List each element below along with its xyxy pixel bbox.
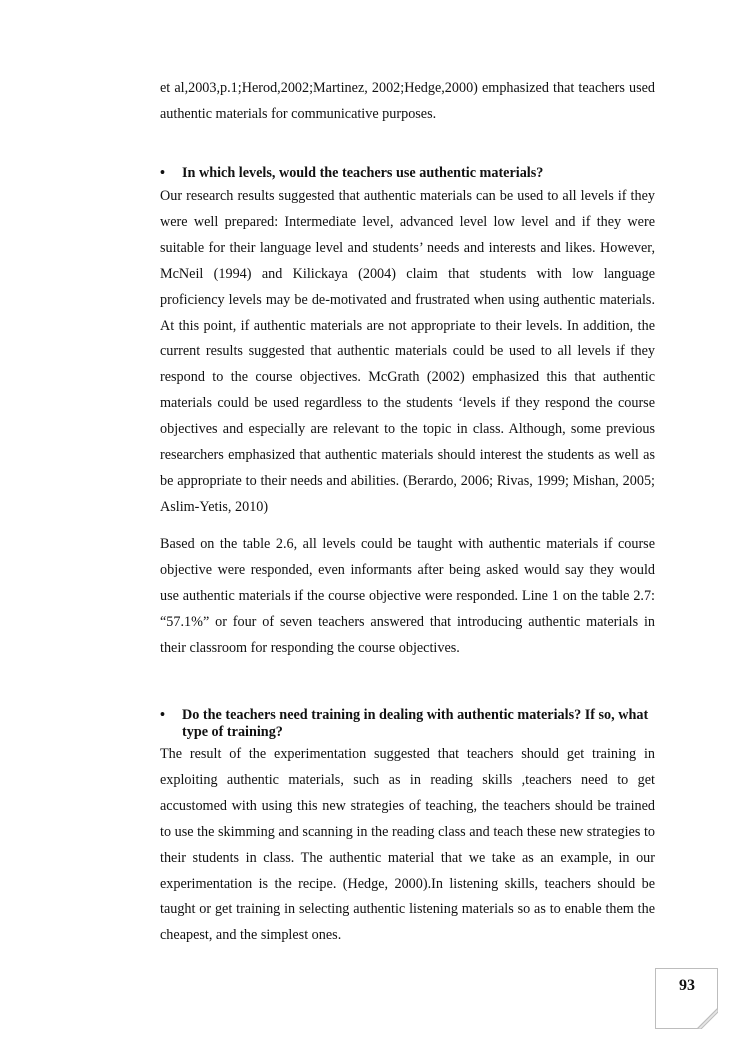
paragraph-table: Based on the table 2.6, all levels could be taught with authentic materials if course objective were responded, even informants after being asked would say they would use authentic materials if the course objective were responded. Line 1 on the table 2.7: “57.1%” or four of seven teachers answered that introducing authentic materials in their classroom for responding the course objectives.	[160, 536, 655, 656]
page-number: 93	[679, 977, 695, 994]
heading-levels: In which levels, would the teachers use authentic materials?	[182, 165, 544, 181]
bullet-icon: •	[160, 165, 165, 181]
page-curl-icon	[697, 1008, 718, 1029]
paragraph-training: The result of the experimentation suggested that teachers should get training in exploiting authentic materials, such as in reading skills ,teachers need to get accustomed with using this new strategies of teaching, the teachers should be trained to use the skimming and scanning in the reading class and teach these new strategies to their students in class. The authentic material that we take as an example, in our experimentation is the recipe. (Hedge, 2000).In listening skills, teachers should be taught or get training in selecting authentic listening materials so as to enable them the cheapest, and the simplest ones.	[160, 746, 655, 944]
paragraph-levels: Our research results suggested that authentic materials can be used to all levels if they were well prepared: Intermediate level, advanced level low level and if they were suitable for their language level and students’ needs and interests and likes. However, McNeil (1994) and Kilickaya (2004) claim that students with low language proficiency levels may be de-motivated and frustrated when using authentic materials. At this point, if authentic materials are not appropriate to their levels. In addition, the current results suggested that authentic materials could be used to all levels if they respond to the course objectives. McGrath (2002) emphasized this that authentic materials could be used regardless to the students ‘levels if they respond the course objectives and especially are relevant to the topic in class. Although, some previous researchers emphasized that authentic materials should interest the students as well as be appropriate to their needs and abilities. (Berardo, 2006; Rivas, 1999; Mishan, 2005; Aslim-Yetis, 2010)	[160, 188, 655, 515]
heading-training: Do the teachers need training in dealing with authentic materials? If so, what type of training?	[182, 707, 649, 740]
page-number-box	[655, 968, 718, 1029]
bullet-icon: •	[160, 707, 165, 723]
paragraph-intro: et al,2003,p.1;Herod,2002;Martinez, 2002;Hedge,2000) emphasized that teachers used authentic materials for communicative purposes.	[160, 80, 655, 122]
